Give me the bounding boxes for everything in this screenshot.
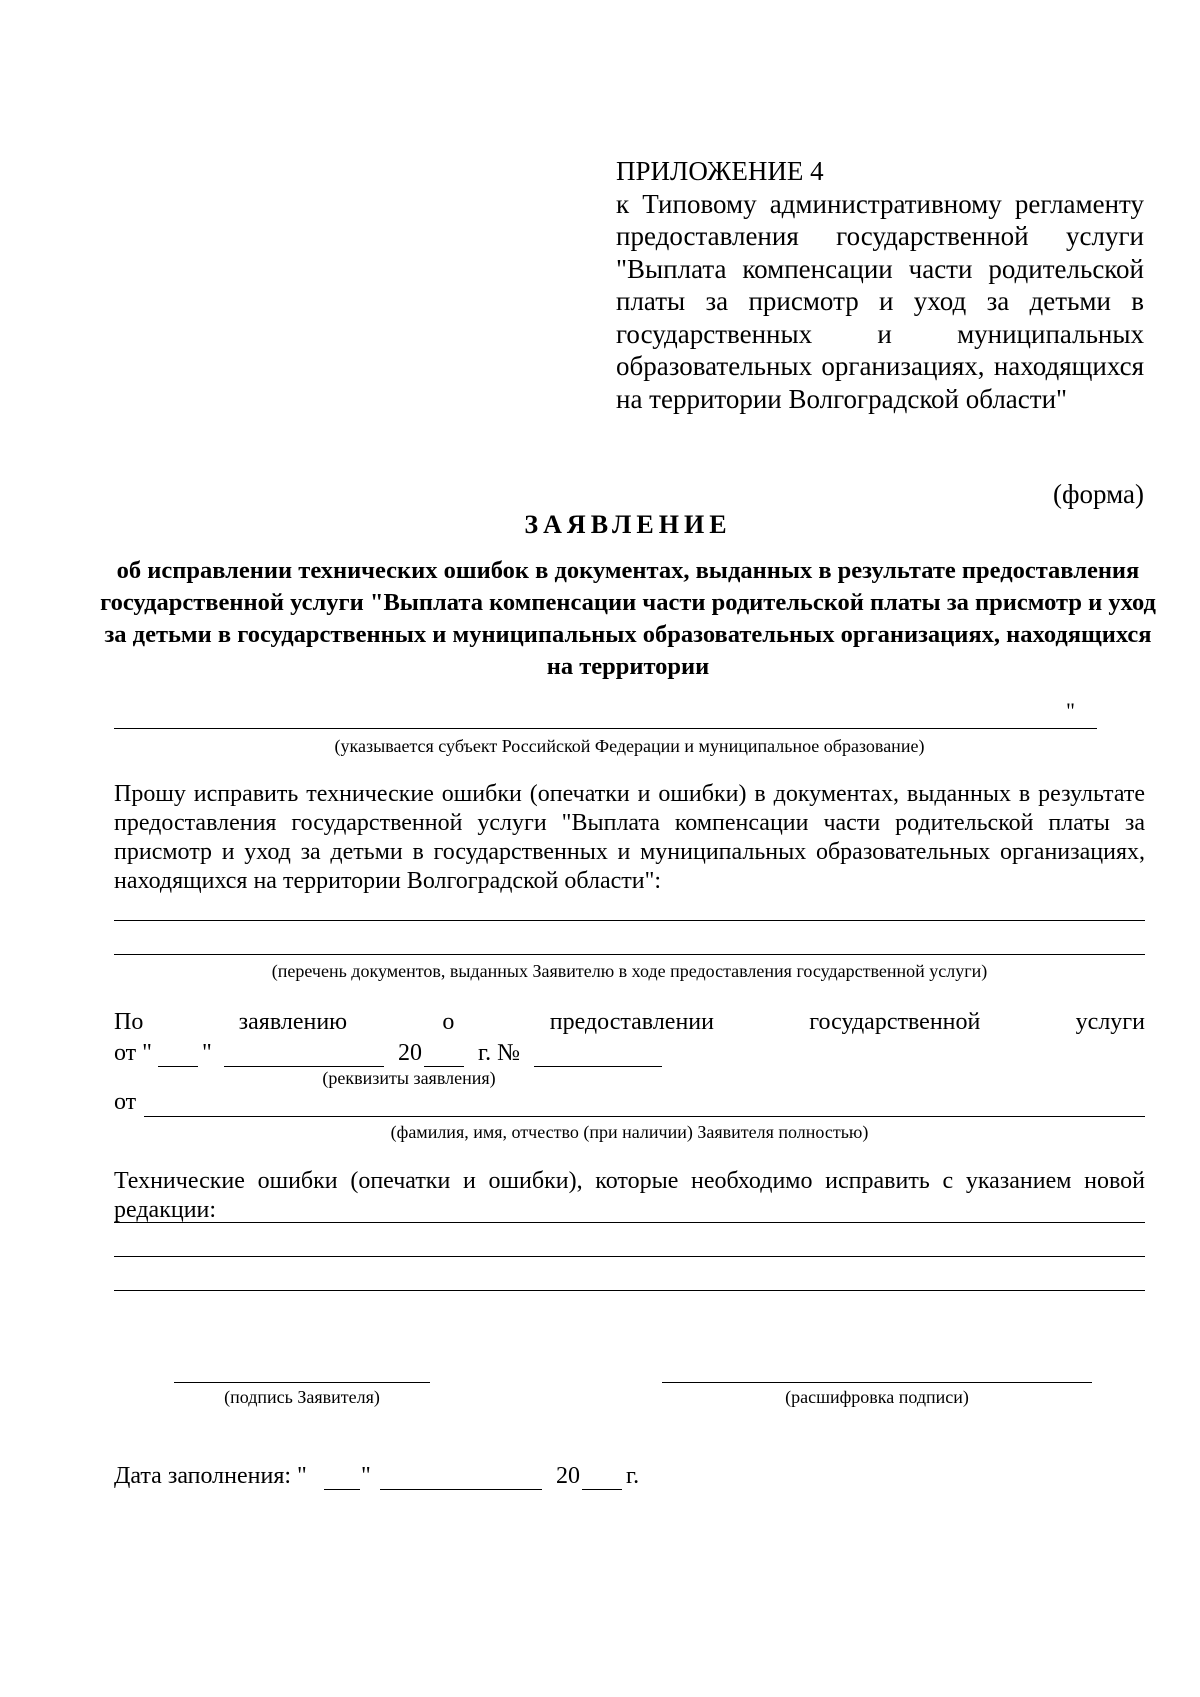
documents-input-line-2[interactable] xyxy=(114,954,1145,955)
application-number-prefix: г. № xyxy=(478,1040,521,1066)
request-paragraph: Прошу исправить технические ошибки (опечатки и ошибки) в документах, выданных в результате предоставления государственной услуги "Выплата компенсации части родительской платы за присмотр и уход за детьми в государственных и муниципальных образовательных организациях, находящихся на территории Волгоградской области": xyxy=(114,781,1145,894)
appendix-title: ПРИЛОЖЕНИЕ 4 xyxy=(616,156,824,186)
appendix-block xyxy=(616,155,1144,415)
application-year-prefix: 20 xyxy=(398,1040,422,1066)
application-day-quote: " xyxy=(202,1040,212,1066)
errors-input-line-1[interactable] xyxy=(114,1222,1145,1223)
fill-date-day-input[interactable] xyxy=(324,1489,360,1490)
application-day-input[interactable] xyxy=(158,1066,198,1067)
applicant-name-input[interactable] xyxy=(144,1116,1145,1117)
fill-date-year-input[interactable] xyxy=(582,1489,622,1490)
fill-date-label: Дата заполнения: " xyxy=(114,1463,307,1489)
errors-input-line-3[interactable] xyxy=(114,1290,1145,1291)
application-number-input[interactable] xyxy=(534,1066,662,1067)
signature-decoding-input-line[interactable] xyxy=(662,1382,1092,1383)
errors-input-line-2[interactable] xyxy=(114,1256,1145,1257)
document-title: ЗАЯВЛЕНИЕ xyxy=(524,510,732,539)
application-from-prefix: от " xyxy=(114,1040,152,1066)
subject-closing-quote: " xyxy=(1066,698,1075,723)
signature-caption: (подпись Заявителя) xyxy=(224,1387,380,1407)
fill-date-year-suffix: г. xyxy=(626,1463,640,1489)
subject-caption: (указывается субъект Российской Федерации и муниципальное образование) xyxy=(334,736,925,756)
documents-input-line-1[interactable] xyxy=(114,920,1145,921)
application-caption: (реквизиты заявления) xyxy=(322,1068,496,1088)
documents-caption: (перечень документов, выданных Заявителю в ходе предоставления государственной услуги) xyxy=(271,961,988,981)
form-label: (форма) xyxy=(1053,479,1144,509)
fill-date-year-prefix: 20 xyxy=(556,1463,580,1489)
fill-date-day-quote: " xyxy=(361,1463,371,1489)
document-subtitle: об исправлении технических ошибок в документах, выданных в результате предоставления государственной услуги "Выплата компенсации части родительской платы за присмотр и уход за детьми в государственных и муниципальных образовательных организациях, находящихся на территории xyxy=(100,557,1156,680)
signature-decoding-caption: (расшифровка подписи) xyxy=(785,1387,969,1407)
applicant-prefix: от xyxy=(114,1089,137,1115)
appendix-body: к Типовому административному регламенту предоставления государственной услуги "Выплата компенсации части родительской платы за присмотр и уход за детьми в государственных и муниципальных образовательных организациях, находящихся на территории Волгоградской области" xyxy=(616,188,1144,414)
applicant-caption: (фамилия, имя, отчество (при наличии) Заявителя полностью) xyxy=(390,1122,869,1142)
signature-input-line[interactable] xyxy=(174,1382,430,1383)
fill-date-month-input[interactable] xyxy=(380,1489,542,1490)
subject-input-line[interactable] xyxy=(114,728,1097,729)
by-application-line: По заявлению о предоставлении государственной услуги xyxy=(114,1009,1145,1035)
errors-paragraph: Технические ошибки (опечатки и ошибки), которые необходимо исправить с указанием новой редакции: xyxy=(114,1168,1145,1223)
